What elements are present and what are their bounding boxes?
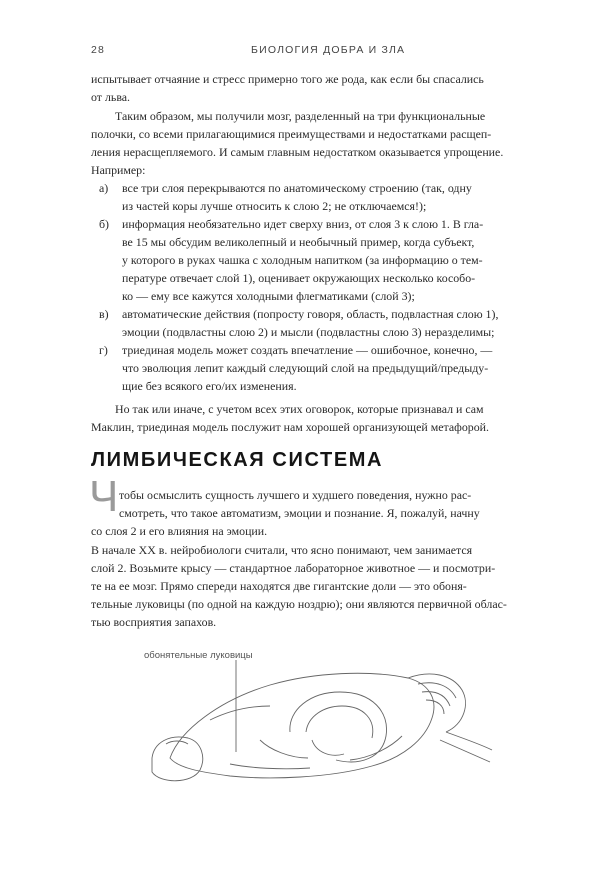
text-line: ко — ему все кажутся холодными флегматиками (слой 3); <box>122 289 415 303</box>
text-line: тельные луковицы (по одной на каждую ноздрю); они являются первичной облас- <box>91 597 507 611</box>
paragraph-continuation <box>91 70 541 106</box>
figure-label-olfactory-bulbs: обонятельные луковицы <box>144 650 253 661</box>
page-number: 28 <box>91 44 106 56</box>
text-line: пературе отвечает слой 1), оценивает окружающих несколько кособо- <box>122 271 476 285</box>
text-line: ве 15 мы обсудим великолепный и необычный пример, когда субъект, <box>122 235 475 249</box>
list-item-label: а) <box>99 181 109 195</box>
text-line: информация необязательно идет сверху вниз, от слоя 3 к слою 1. В гла- <box>122 217 484 231</box>
list-item-label: в) <box>99 307 109 321</box>
text-line: Например: <box>91 163 146 177</box>
text-line: ления нерасщепляемого. И самым главным недостатком оказывается упрощение. <box>91 145 504 159</box>
paragraph-summary <box>91 107 541 179</box>
drop-cap: Ч <box>89 472 119 521</box>
text-line: из частей коры лучше относить к слою 2; не отключаемся!); <box>122 199 427 213</box>
text-line: тобы осмыслить сущность лучшего и худшего поведения, нужно рас- <box>119 488 472 502</box>
text-line: испытывает отчаяние и стресс примерно того же рода, как если бы спасались <box>91 72 484 86</box>
text-line: полочки, со всеми прилагающимися преимуществами и недостатками расщеп- <box>91 127 492 141</box>
book-title: БИОЛОГИЯ ДОБРА И ЗЛА <box>251 44 406 56</box>
text-line: те на ее мозг. Прямо спереди находятся две гигантские доли — это обоня- <box>91 579 467 593</box>
text-line: Но так или иначе, с учетом всех этих оговорок, которые признавал и сам <box>115 402 484 416</box>
list-item-label: г) <box>99 343 108 357</box>
text-line: Таким образом, мы получили мозг, разделенный на три функциональные <box>115 109 486 123</box>
text-line: что эволюция лепит каждый следующий слой на предыдущий/предыду- <box>122 361 489 375</box>
text-line: тью восприятия запахов. <box>91 615 217 629</box>
text-line: триединая модель может создать впечатление — ошибочное, конечно, — <box>122 343 493 357</box>
text-line: слой 2. Возьмите крысу — стандартное лабораторное животное — и посмотри- <box>91 561 496 575</box>
paragraph-conclusion <box>91 400 541 436</box>
section-heading: ЛИМБИЧЕСКАЯ СИСТЕМА <box>91 449 384 471</box>
text-line: автоматические действия (попросту говоря, область, подвластная слою 1), <box>122 307 499 321</box>
text-line: Маклин, триединая модель послужит нам хорошей организующей метафорой. <box>91 420 489 434</box>
text-line: эмоции (подвластны слою 2) и мысли (подвластны слою 3) неразделимы; <box>122 325 495 339</box>
text-line: у которого в руках чашка с холодным напитком (за информацию о тем- <box>122 253 483 267</box>
list-item-label: б) <box>99 217 110 231</box>
text-line: со слоя 2 и его влияния на эмоции. <box>91 524 268 538</box>
paragraph-intro <box>91 486 541 540</box>
text-line: смотреть, что такое автоматизм, эмоции и познание. Я, пожалуй, начну <box>119 506 480 520</box>
text-line: В начале XX в. нейробиологи считали, что ясно понимают, чем занимается <box>91 543 473 557</box>
text-line: от льва. <box>91 90 131 104</box>
rat-brain-illustration <box>140 640 500 790</box>
text-line: все три слоя перекрываются по анатомическому строению (так, одну <box>122 181 472 195</box>
paragraph-rat-brain <box>91 541 541 631</box>
text-line: щие без всякого его/их изменения. <box>122 379 297 393</box>
